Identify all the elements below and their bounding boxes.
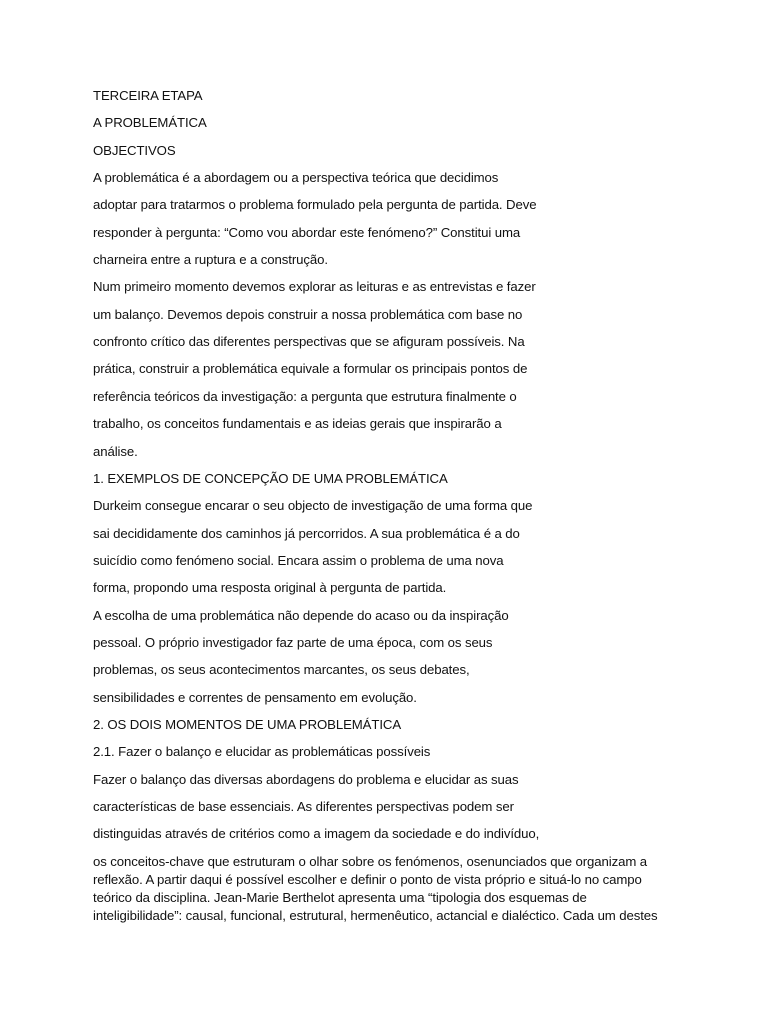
text-line: A escolha de uma problemática não depende do acaso ou da inspiração	[93, 608, 509, 623]
text-line: inteligibilidade”: causal, funcional, estrutural, hermenêutico, actancial e dialéctico. Cada um destes	[93, 908, 658, 923]
text-line: adoptar para tratarmos o problema formulado pela pergunta de partida. Deve	[93, 197, 537, 212]
text-line: características de base essenciais. As diferentes perspectivas podem ser	[93, 799, 514, 814]
text-line: prática, construir a problemática equivale a formular os principais pontos de	[93, 361, 528, 376]
text-line: os conceitos-chave que estruturam o olhar sobre os fenómenos, osenunciados que organizam a	[93, 854, 648, 869]
text-line: forma, propondo uma resposta original à pergunta de partida.	[93, 580, 447, 595]
text-line: Num primeiro momento devemos explorar as leituras e as entrevistas e fazer	[93, 279, 536, 294]
text-line: confronto crítico das diferentes perspectivas que se afiguram possíveis. Na	[93, 334, 525, 349]
section-heading: 2. OS DOIS MOMENTOS DE UMA PROBLEMÁTICA	[93, 717, 402, 732]
text-line: análise.	[93, 444, 138, 459]
subsection-heading: 2.1. Fazer o balanço e elucidar as problemáticas possíveis	[93, 744, 431, 759]
text-line: reflexão. A partir daqui é possível escolher e definir o ponto de vista próprio e situá-lo no campo	[93, 872, 642, 887]
text-line: suicídio como fenómeno social. Encara assim o problema de uma nova	[93, 553, 504, 568]
text-line: teórico da disciplina. Jean-Marie Berthelot apresenta uma “tipologia dos esquemas de	[93, 890, 587, 905]
section-heading: A PROBLEMÁTICA	[93, 115, 207, 130]
text-line: distinguidas através de critérios como a imagem da sociedade e do indivíduo,	[93, 826, 540, 841]
text-line: trabalho, os conceitos fundamentais e as ideias gerais que inspirarão a	[93, 416, 502, 431]
text-line: responder à pergunta: “Como vou abordar este fenómeno?” Constitui uma	[93, 225, 521, 240]
text-line: sensibilidades e correntes de pensamento em evolução.	[93, 690, 417, 705]
text-line: um balanço. Devemos depois construir a nossa problemática com base no	[93, 307, 523, 322]
section-heading: OBJECTIVOS	[93, 143, 176, 158]
text-line: referência teóricos da investigação: a pergunta que estrutura finalmente o	[93, 389, 517, 404]
text-line: sai decididamente dos caminhos já percorridos. A sua problemática é a do	[93, 526, 520, 541]
section-heading: 1. EXEMPLOS DE CONCEPÇÃO DE UMA PROBLEMÁTICA	[93, 471, 448, 486]
text-line: Durkeim consegue encarar o seu objecto de investigação de uma forma que	[93, 498, 533, 513]
text-line: A problemática é a abordagem ou a perspectiva teórica que decidimos	[93, 170, 499, 185]
text-line: pessoal. O próprio investigador faz parte de uma época, com os seus	[93, 635, 493, 650]
text-line: charneira entre a ruptura e a construção.	[93, 252, 328, 267]
text-line: Fazer o balanço das diversas abordagens do problema e elucidar as suas	[93, 772, 519, 787]
text-line: problemas, os seus acontecimentos marcantes, os seus debates,	[93, 662, 470, 677]
section-heading: TERCEIRA ETAPA	[93, 88, 203, 103]
